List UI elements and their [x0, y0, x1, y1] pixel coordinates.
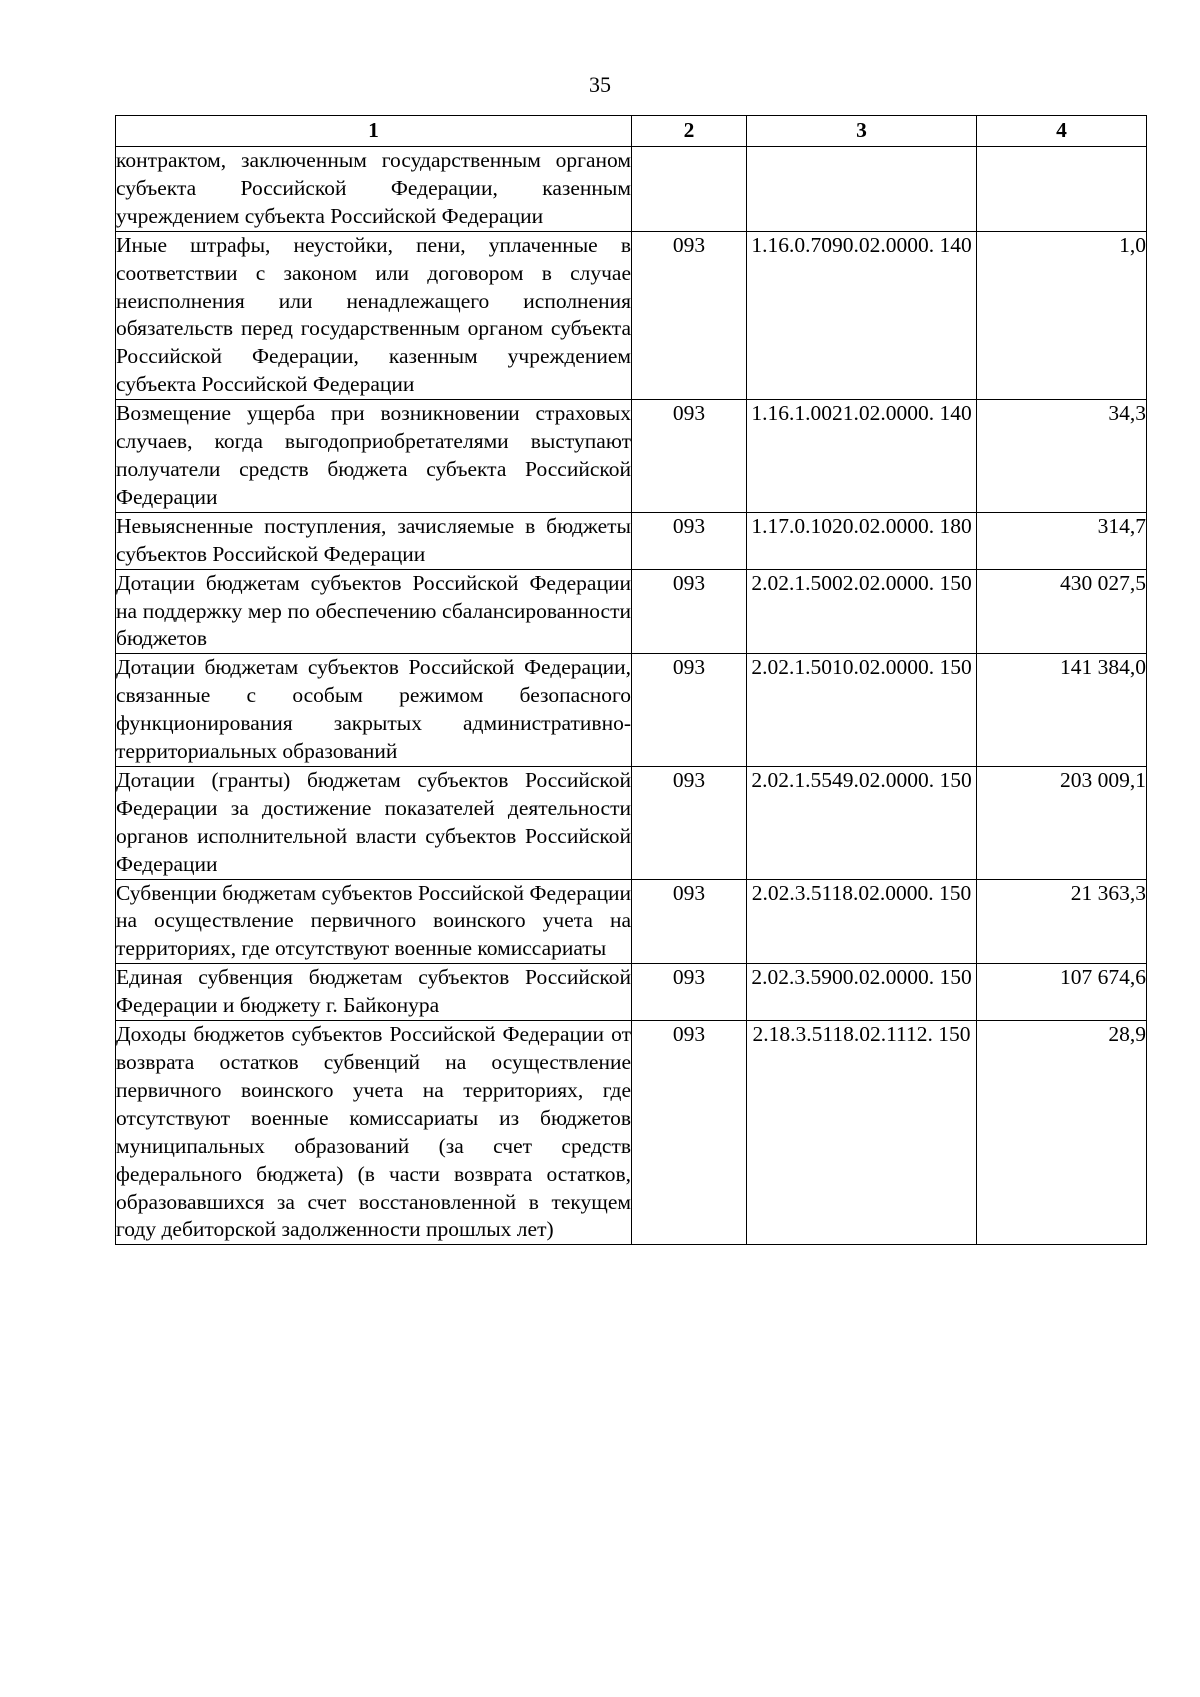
row-amount: 28,9 — [977, 1021, 1147, 1245]
row-amount: 21 363,3 — [977, 879, 1147, 964]
row-budget-code: 2.02.3.5118.02.0000. 150 — [747, 879, 977, 964]
table-row — [116, 964, 1147, 1021]
row-budget-code: 1.17.0.1020.02.0000. 180 — [747, 512, 977, 569]
row-budget-code: 2.02.1.5010.02.0000. 150 — [747, 654, 977, 767]
row-admin-code: 093 — [632, 879, 747, 964]
row-admin-code — [632, 147, 747, 232]
table-row — [116, 231, 1147, 399]
row-amount: 203 009,1 — [977, 766, 1147, 879]
row-budget-code: 1.16.1.0021.02.0000. 140 — [747, 400, 977, 513]
row-description: Дотации (гранты) бюджетам субъектов Российской Федерации за достижение показателей деятельности органов исполнительной власти субъектов Российской Федерации — [116, 766, 632, 879]
row-description: Единая субвенция бюджетам субъектов Российской Федерации и бюджету г. Байконура — [116, 964, 632, 1021]
row-description: Иные штрафы, неустойки, пени, уплаченные в соответствии с законом или договором в случае неисполнения или ненадлежащего исполнения обязательств перед государственным органом субъекта Российской Федерации, казенным учреждением субъекта Российской Федерации — [116, 231, 632, 399]
row-description: Возмещение ущерба при возникновении страховых случаев, когда выгодоприобретателями выступают получатели средств бюджета субъекта Российской Федерации — [116, 400, 632, 513]
row-admin-code: 093 — [632, 766, 747, 879]
row-budget-code: 2.02.1.5002.02.0000. 150 — [747, 569, 977, 654]
table-row — [116, 569, 1147, 654]
row-amount: 107 674,6 — [977, 964, 1147, 1021]
table-row — [116, 879, 1147, 964]
column-header-2: 2 — [632, 116, 747, 147]
row-amount: 314,7 — [977, 512, 1147, 569]
row-amount: 141 384,0 — [977, 654, 1147, 767]
table-row — [116, 400, 1147, 513]
budget-revenue-table — [115, 115, 1147, 1245]
row-amount — [977, 147, 1147, 232]
page-number: 35 — [589, 72, 611, 97]
row-amount: 1,0 — [977, 231, 1147, 399]
row-admin-code: 093 — [632, 569, 747, 654]
row-description: Дотации бюджетам субъектов Российской Федерации, связанные с особым режимом безопасного функционирования закрытых административно-территориальных образований — [116, 654, 632, 767]
row-description: Доходы бюджетов субъектов Российской Федерации от возврата остатков субвенций на осуществление первичного воинского учета на территориях, где отсутствуют военные комиссариаты из бюджетов муниципальных образований (за счет средств федерального бюджета) (в части возврата остатков, образовавшихся за счет восстановленной в текущем году дебиторской задолженности прошлых лет) — [116, 1021, 632, 1245]
row-description: Дотации бюджетам субъектов Российской Федерации на поддержку мер по обеспечению сбалансированности бюджетов — [116, 569, 632, 654]
row-amount: 34,3 — [977, 400, 1147, 513]
row-description: контрактом, заключенным государственным органом субъекта Российской Федерации, казенным учреждением субъекта Российской Федерации — [116, 147, 632, 232]
table-header-row — [116, 116, 1147, 147]
row-admin-code: 093 — [632, 654, 747, 767]
row-admin-code: 093 — [632, 964, 747, 1021]
row-budget-code: 1.16.0.7090.02.0000. 140 — [747, 231, 977, 399]
row-admin-code: 093 — [632, 400, 747, 513]
column-header-1: 1 — [116, 116, 632, 147]
row-admin-code: 093 — [632, 512, 747, 569]
row-description: Невыясненные поступления, зачисляемые в бюджеты субъектов Российской Федерации — [116, 512, 632, 569]
table-row — [116, 512, 1147, 569]
column-header-3: 3 — [747, 116, 977, 147]
table-row — [116, 1021, 1147, 1245]
row-admin-code: 093 — [632, 1021, 747, 1245]
row-amount: 430 027,5 — [977, 569, 1147, 654]
row-budget-code: 2.18.3.5118.02.1112. 150 — [747, 1021, 977, 1245]
table-row — [116, 654, 1147, 767]
row-budget-code: 2.02.1.5549.02.0000. 150 — [747, 766, 977, 879]
row-budget-code: 2.02.3.5900.02.0000. 150 — [747, 964, 977, 1021]
table-row — [116, 147, 1147, 232]
row-admin-code: 093 — [632, 231, 747, 399]
row-description: Субвенции бюджетам субъектов Российской Федерации на осуществление первичного воинского учета на территориях, где отсутствуют военные комиссариаты — [116, 879, 632, 964]
row-budget-code — [747, 147, 977, 232]
table-row — [116, 766, 1147, 879]
column-header-4: 4 — [977, 116, 1147, 147]
